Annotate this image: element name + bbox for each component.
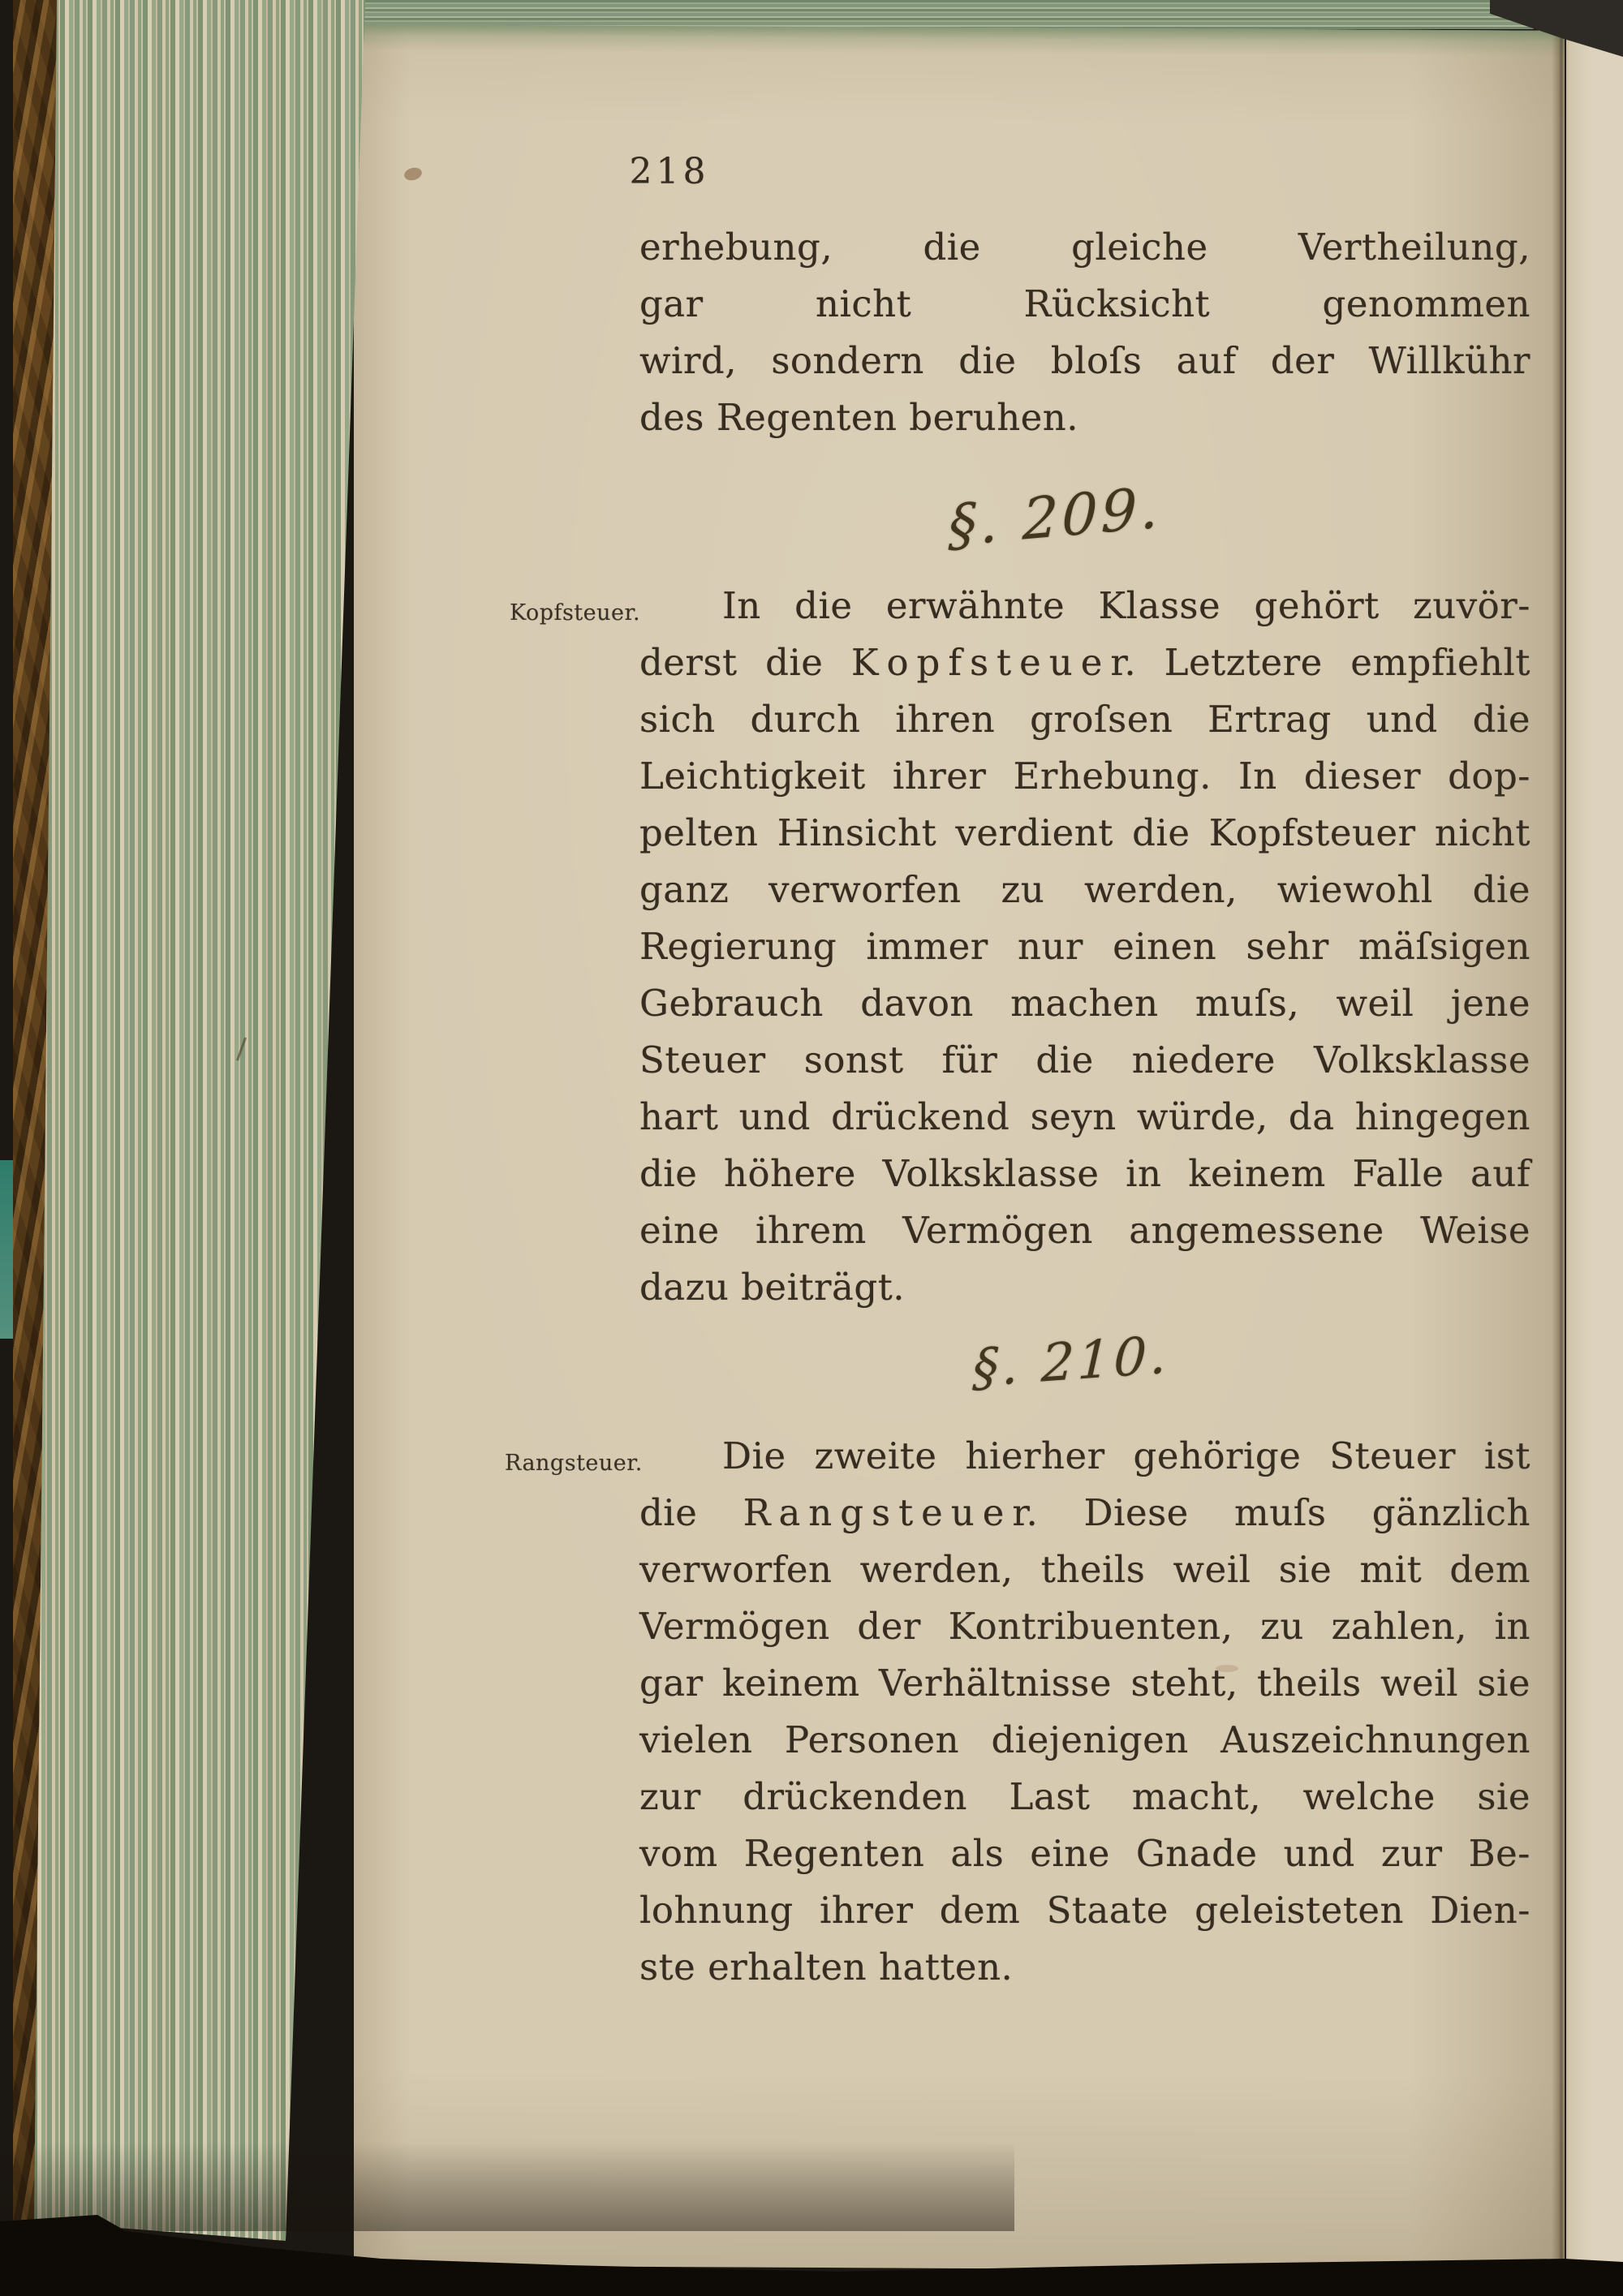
text-line: des Regenten beruhen. (639, 396, 1079, 439)
text-line: dazu beiträgt. (639, 1266, 906, 1309)
text-line: eine ihrem Vermögen angemessene Weise (639, 1209, 1530, 1252)
text-line: Regierung immer nur einen sehr mäſsigen (639, 925, 1530, 968)
text-line: ste erhalten hatten. (639, 1946, 1014, 1989)
text-line: gar keinem Verhältnisse steht, theils weil sie (639, 1662, 1530, 1705)
text-line: Gebrauch davon machen muſs, weil jene (639, 982, 1530, 1025)
text-line: lohnung ihrer dem Staate geleisteten Dien- (639, 1889, 1530, 1932)
text-line: ganz verworfen zu werden, wiewohl die (639, 868, 1530, 911)
handwritten-section-mark-1: §. 209. (948, 474, 1162, 560)
text-line: pelten Hinsicht verdient die Kopfsteuer nicht (639, 811, 1530, 854)
text-line: die höhere Volksklasse in keinem Falle auf (639, 1152, 1530, 1195)
text-line: sich durch ihren groſsen Ertrag und die (639, 698, 1530, 741)
text-line: vom Regenten als eine Gnade und zur Be- (639, 1832, 1530, 1875)
bottom-shadow-soft (0, 2142, 1014, 2231)
text-line: erhebung, die gleiche Vertheilung, (639, 226, 1530, 269)
handwritten-section-mark-2: §. 210. (971, 1325, 1171, 1400)
text-line: Die zweite hierher gehörige Steuer ist (722, 1434, 1530, 1477)
facing-page-edge (1566, 0, 1623, 2272)
margin-note-kopfsteuer: Kopfsteuer. (510, 600, 641, 626)
text-line: gar nicht Rücksicht genommen (639, 282, 1530, 325)
text-line: Leichtigkeit ihrer Erhebung. In dieser dop- (639, 755, 1530, 798)
cover-marble-fleck (0, 1160, 13, 1339)
text-line: Steuer sonst für die niedere Volksklasse (639, 1038, 1530, 1081)
text-line: verworfen werden, theils weil sie mit dem (639, 1548, 1530, 1591)
text-line: vielen Personen diejenigen Auszeichnungen (639, 1718, 1530, 1761)
text-line: In die erwähnte Klasse gehört zuvör- (722, 584, 1530, 627)
text-line: wird, sondern die bloſs auf der Willkühr (639, 339, 1530, 382)
paragraph-continuation (639, 219, 1530, 446)
page-edges-stack (0, 0, 373, 2264)
foxing-spot (1216, 1665, 1238, 1672)
text-line: zur drückenden Last macht, welche sie (639, 1775, 1530, 1818)
paragraph-kopfsteuer (639, 578, 1530, 1316)
paragraph-rangsteuer (639, 1428, 1530, 1996)
gutter-crease (1552, 29, 1569, 2264)
text-line: hart und drückend seyn würde, da hingegen (639, 1095, 1530, 1138)
margin-note-rangsteuer: Rangsteuer. (505, 1451, 643, 1476)
text-line: derst die K o p f s t e u e r. Letztere empfiehlt (639, 641, 1530, 684)
text-line: Vermögen der Kontribuenten, zu zahlen, in (639, 1605, 1530, 1648)
page-number: 218 (629, 151, 710, 192)
text-line: die R a n g s t e u e r. Diese muſs gänzlich (639, 1491, 1530, 1534)
